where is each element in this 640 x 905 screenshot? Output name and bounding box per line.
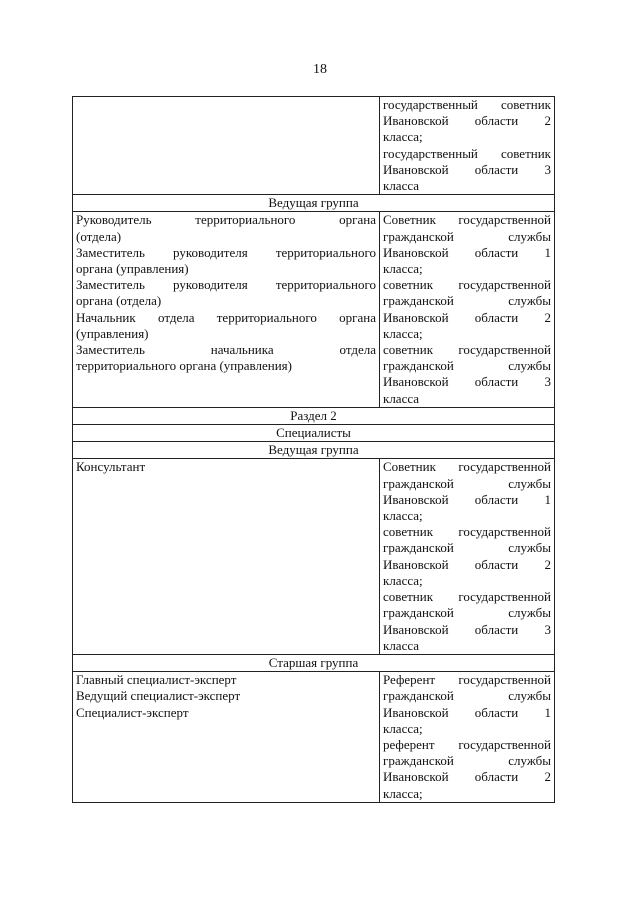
position-text: Заместитель руководителя территориального xyxy=(76,277,376,293)
position-text: органа (управления) xyxy=(76,261,189,277)
table-row xyxy=(73,195,555,212)
rank-text: класса; xyxy=(383,325,423,341)
rank-text: советник государственной гражданской службы Ивановской области 3 xyxy=(383,589,551,637)
table-row xyxy=(73,212,555,407)
position-text: Ведущий специалист-эксперт xyxy=(76,688,241,704)
rank-cell xyxy=(380,212,555,407)
table-row xyxy=(73,425,555,442)
table-row xyxy=(73,654,555,671)
rank-text: класса; xyxy=(383,129,423,145)
position-text: (управления) xyxy=(76,325,149,341)
rank-text: государственный советник Ивановской области 3 xyxy=(383,145,551,177)
rank-text: референт государственной гражданской службы Ивановской области 2 xyxy=(383,736,551,785)
position-text: Начальник отдела территориального органа xyxy=(76,309,376,325)
position-text: Консультант xyxy=(76,459,146,475)
rank-text: Референт государственной гражданской службы Ивановской области 1 xyxy=(383,672,551,720)
position-text: Заместитель начальника отдела xyxy=(76,342,376,358)
table-row xyxy=(73,407,555,424)
table-row xyxy=(73,442,555,459)
group-header: Ведущая группа xyxy=(73,442,555,459)
group-header: Ведущая группа xyxy=(73,195,555,212)
positions-table xyxy=(72,96,555,803)
position-cell xyxy=(73,212,380,407)
rank-cell xyxy=(380,459,555,654)
rank-text: советник государственной гражданской службы Ивановской области 3 xyxy=(383,342,551,390)
position-text: Специалист-эксперт xyxy=(76,704,189,720)
position-text: Руководитель территориального органа xyxy=(76,212,376,228)
section-header: Раздел 2 xyxy=(73,407,555,424)
position-text: (отдела) xyxy=(76,228,122,244)
rank-text: класса xyxy=(383,637,420,653)
position-cell xyxy=(73,459,380,654)
rank-text: класса; xyxy=(383,508,423,524)
rank-cell xyxy=(380,672,555,803)
position-cell xyxy=(73,672,380,803)
rank-text: Советник государственной гражданской службы Ивановской области 1 xyxy=(383,459,551,507)
rank-text: класса; xyxy=(383,261,423,277)
rank-text: советник государственной гражданской службы Ивановской области 2 xyxy=(383,277,551,325)
rank-text: класса; xyxy=(383,785,423,801)
rank-text: класса; xyxy=(383,720,423,736)
rank-cell xyxy=(380,97,555,195)
group-header: Старшая группа xyxy=(73,654,555,671)
table-row xyxy=(73,672,555,803)
position-cell xyxy=(73,97,380,195)
rank-text: класса xyxy=(383,390,420,406)
position-text: органа (отдела) xyxy=(76,293,162,309)
position-text: Заместитель руководителя территориального xyxy=(76,244,376,260)
rank-text: класса xyxy=(383,178,420,194)
rank-text: советник государственной гражданской службы Ивановской области 2 xyxy=(383,524,551,572)
rank-text: класса; xyxy=(383,572,423,588)
table-row xyxy=(73,97,555,195)
table-row xyxy=(73,459,555,654)
rank-text: Советник государственной гражданской службы Ивановской области 1 xyxy=(383,212,551,260)
rank-text: государственный советник Ивановской области 2 xyxy=(383,97,551,129)
position-text: Главный специалист-эксперт xyxy=(76,672,237,688)
position-text: территориального органа (управления) xyxy=(76,358,292,374)
category-header: Специалисты xyxy=(73,425,555,442)
page-number: 18 xyxy=(313,62,327,77)
